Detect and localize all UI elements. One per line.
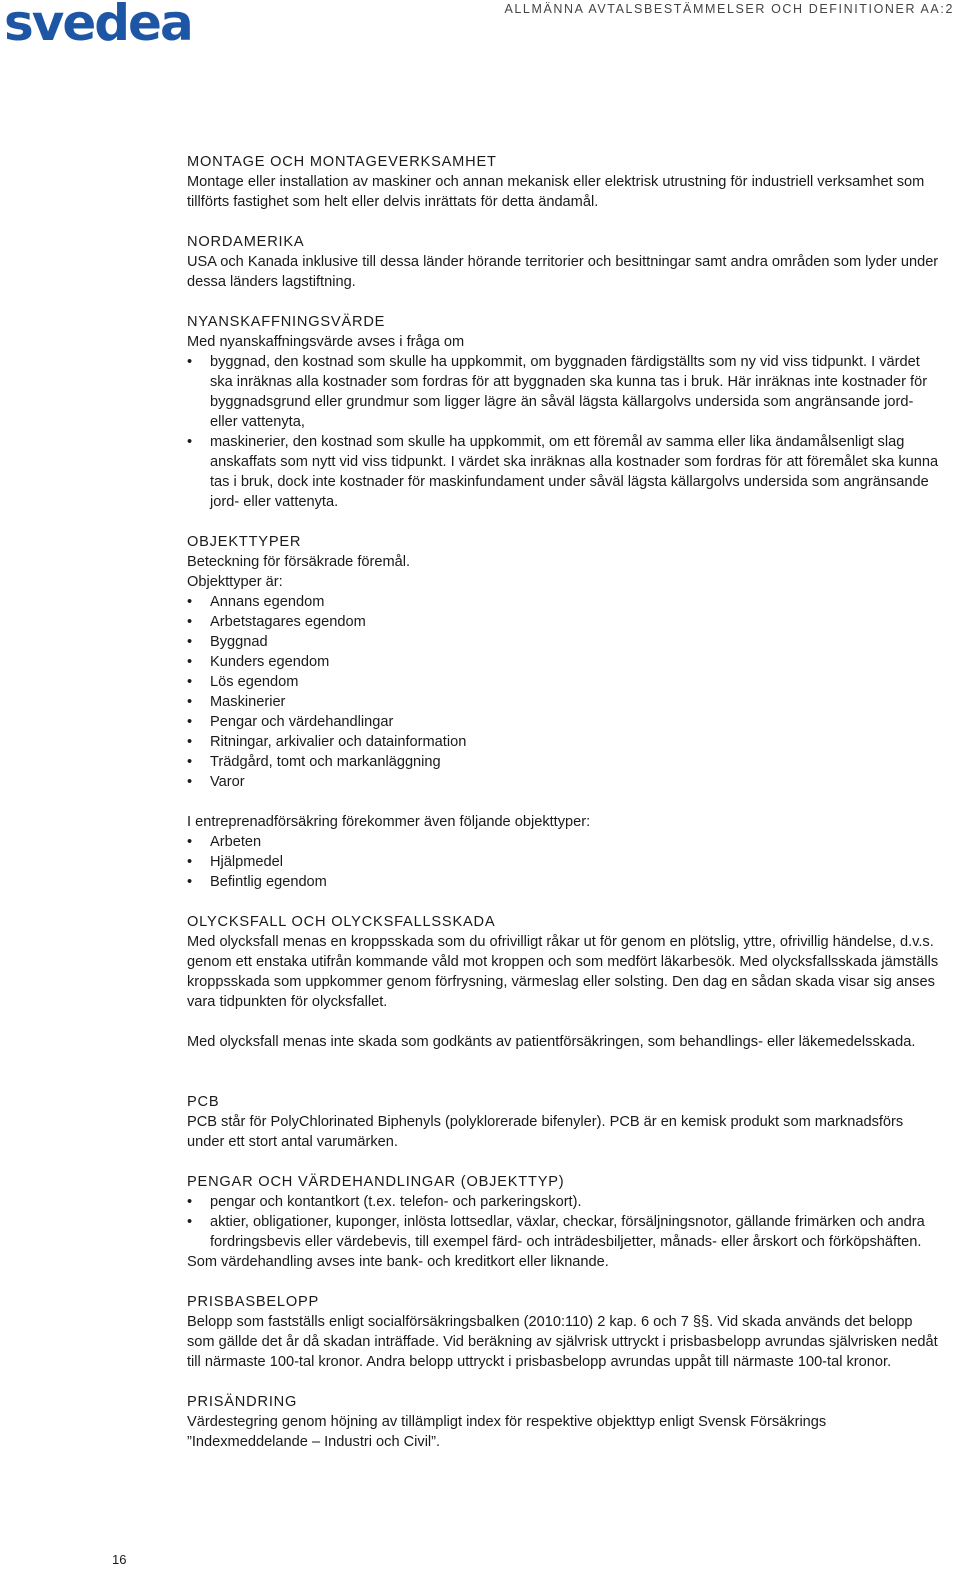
bullet-list (187, 832, 942, 892)
section-heading: PRISÄNDRING (187, 1394, 298, 1410)
bullet-list (187, 352, 942, 512)
list-item: • Lös egendom (187, 672, 942, 692)
section-nordamerika (187, 232, 942, 292)
section-text: PCB står för PolyChlorinated Biphenyls (polyklorerade bifenyler). PCB är en kemisk produkt som marknadsförs under ett stort antal varumärken. (187, 1114, 904, 1150)
document-header-title: ALLMÄNNA AVTALSBESTÄMMELSER OCH DEFINITIONER AA:2 (504, 2, 954, 16)
section-heading: PCB (187, 1094, 220, 1110)
section-pengar (187, 1172, 942, 1272)
section-heading: PENGAR OCH VÄRDEHANDLINGAR (OBJEKTTYP) (187, 1174, 565, 1190)
section-montage (187, 152, 942, 212)
section-prisbasbelopp (187, 1292, 942, 1372)
section-text: Värdestegring genom höjning av tillämpligt index för respektive objekttyp enligt Svensk Försäkrings ”Indexmeddelande – Industri och Civil”. (187, 1414, 827, 1450)
bullet-list (187, 1192, 942, 1252)
spacer (187, 1012, 942, 1032)
section-text: Belopp som fastställs enligt socialförsäkringsbalken (2010:110) 2 kap. 6 och 7 §§. Vid skada används det belopp som gällde det år då skadan inträffade. Vid beräkning av självrisk uttryckt i prisbasbelopp avrundas självrisken nedåt till närmaste 100-tal kronor. Andra belopp uttryckt i prisbasbelopp avrundas uppåt till närmaste 100-tal kronor. (187, 1314, 938, 1370)
list-item: • byggnad, den kostnad som skulle ha uppkommit, om byggnaden färdigställts som ny vid viss tidpunkt. I värdet ska inräknas alla kostnader som fordras för att byggnaden ska kunna tas i bruk. Här inräknas inte kostnader för byggnadsgrund eller grundmur som ligger lägre än såväl lägsta källargolvs undersida som angränsande jord- eller vattenyta, (187, 352, 942, 432)
list-item: • Trädgård, tomt och markanläggning (187, 752, 942, 772)
section-heading: NYANSKAFFNINGSVÄRDE (187, 314, 386, 330)
list-item: • pengar och kontantkort (t.ex. telefon- och parkeringskort). (187, 1192, 942, 1212)
list-item: • Pengar och värdehandlingar (187, 712, 942, 732)
section-text: USA och Kanada inklusive till dessa länder hörande territorier och besittningar samt andra områden som lyder under dessa länders lagstiftning. (187, 254, 939, 290)
section-text: Montage eller installation av maskiner och annan mekanisk eller elektrisk utrustning för industriell verksamhet som tillförts fastighet som helt eller delvis inrättats för detta ändamål. (187, 174, 925, 210)
section-nyanskaffningsvarde (187, 312, 942, 512)
section-pcb (187, 1092, 942, 1152)
section-heading: MONTAGE OCH MONTAGEVERKSAMHET (187, 154, 497, 170)
section-prisandring (187, 1392, 942, 1452)
list-item: • Annans egendom (187, 592, 942, 612)
list-item: • Byggnad (187, 632, 942, 652)
page-number: 16 (112, 1552, 127, 1567)
list-item: • Maskinerier (187, 692, 942, 712)
section-text: Objekttyper är: (187, 574, 283, 590)
spacer (187, 1072, 942, 1092)
section-text: I entreprenadförsäkring förekommer även följande objekttyper: (187, 814, 591, 830)
list-item: • Arbetstagares egendom (187, 612, 942, 632)
section-olycksfall (187, 912, 942, 1052)
section-heading: OLYCKSFALL OCH OLYCKSFALLSSKADA (187, 914, 496, 930)
document-body (187, 152, 942, 1472)
svedea-logo: svedea (4, 0, 192, 52)
section-heading: OBJEKTTYPER (187, 534, 302, 550)
section-heading: PRISBASBELOPP (187, 1294, 320, 1310)
bullet-list (187, 592, 942, 792)
section-heading: NORDAMERIKA (187, 234, 305, 250)
list-item: • Arbeten (187, 832, 942, 852)
list-item: • maskinerier, den kostnad som skulle ha uppkommit, om ett föremål av samma eller lika ändamålsenligt slag anskaffats som nytt vid viss tidpunkt. I värdet ska inräknas alla kostnader som fordras för att föremålet ska kunna tas i bruk, dock inte kostnader för maskinfundament under såväl lägsta källargolvs undersida som angränsande jord- eller vattenyta. (187, 432, 942, 512)
section-objekttyper (187, 532, 942, 892)
section-text: Med olycksfall menas en kroppsskada som du ofrivilligt råkar ut för genom en plötslig, yttre, ofrivillig händelse, d.v.s. genom ett enstaka utifrån kommande våld mot kroppen och som medfört läkarbesök. Med olycksfallsskada jämställs kroppsskada som uppkommer genom förfrysning, värmeslag eller solsting. Den dag en sådan skada visar sig anses vara tidpunkten för olycksfallet. (187, 934, 939, 1010)
spacer (187, 792, 942, 812)
list-item: • Befintlig egendom (187, 872, 942, 892)
list-item: • aktier, obligationer, kuponger, inlösta lottsedlar, växlar, checkar, försäljningsnotor, gällande frimärken och andra fordringsbevis eller värdebevis, till exempel färd- och inträdesbiljetter, månads- eller årskort och förköpshäften. (187, 1212, 942, 1252)
section-text: Beteckning för försäkrade föremål. (187, 554, 411, 570)
list-item: • Kunders egendom (187, 652, 942, 672)
list-item: • Varor (187, 772, 942, 792)
list-item: • Hjälpmedel (187, 852, 942, 872)
section-intro: Med nyanskaffningsvärde avses i fråga om (187, 334, 465, 350)
list-item: • Ritningar, arkivalier och datainformation (187, 732, 942, 752)
section-text: Med olycksfall menas inte skada som godkänts av patientförsäkringen, som behandlings- eller läkemedelsskada. (187, 1034, 916, 1050)
section-text: Som värdehandling avses inte bank- och kreditkort eller liknande. (187, 1254, 609, 1270)
